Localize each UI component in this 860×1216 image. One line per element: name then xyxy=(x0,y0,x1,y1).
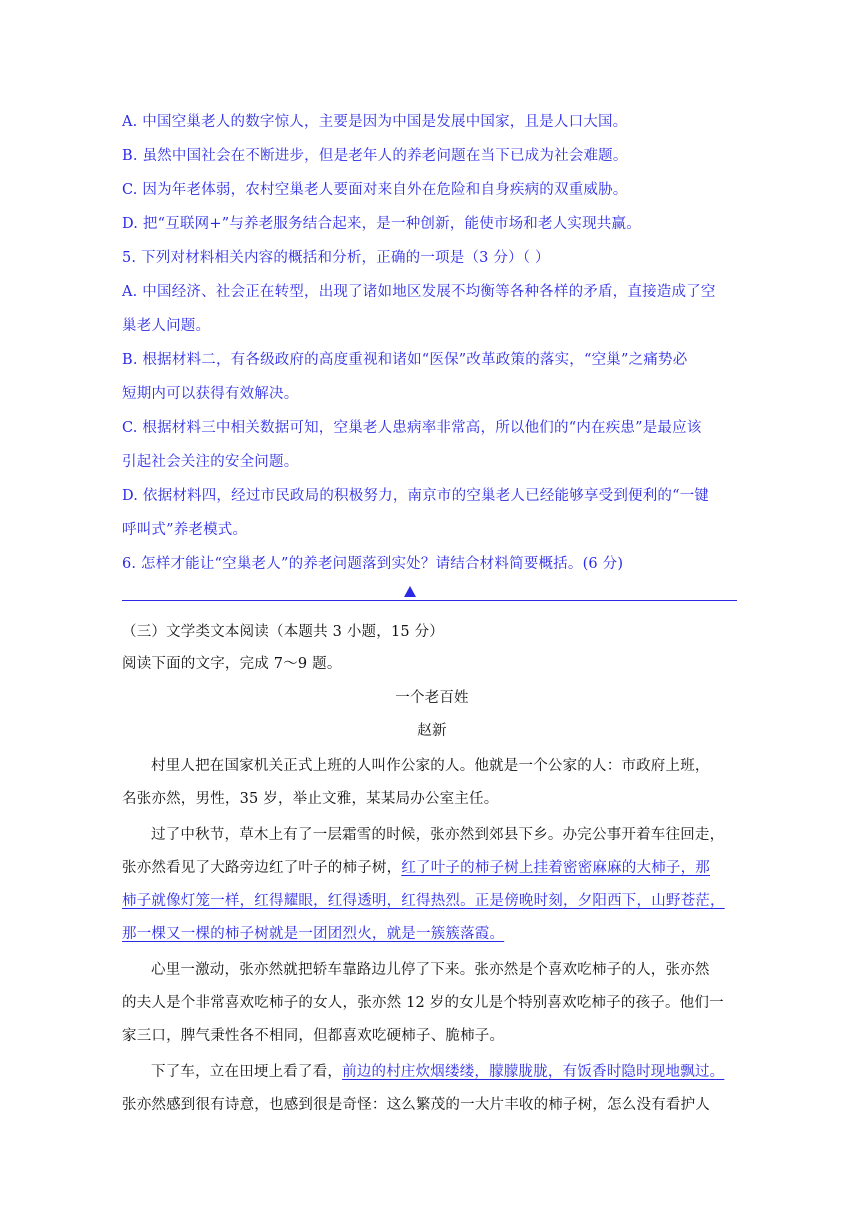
option-5d-line2: 呼叫式”养老模式。 xyxy=(122,522,248,538)
story-author: 赵新 xyxy=(417,723,447,739)
story-p4-line2: 张亦然感到很有诗意，也感到很是奇怪：这么繁茂的一大片丰收的柿子树，怎么没有看护人 xyxy=(122,1097,710,1113)
section-3-heading: （三）文学类文本阅读（本题共 3 小题，15 分） xyxy=(122,624,445,640)
underlined-passage-1a: 红了叶子的柿子树上挂着密密麻麻的大柿子，那 xyxy=(401,860,711,876)
story-p1-line2: 名张亦然，男性，35 岁，举止文雅，某某局办公室主任。 xyxy=(122,791,499,807)
underlined-passage-1b: 柿子就像灯笼一样，红得耀眼，红得透明，红得热烈。正是傍晚时刻，夕阳西下，山野苍茫， xyxy=(122,893,725,909)
story-p2-line2-plain: 张亦然看见了大路旁边红了叶子的柿子树， xyxy=(122,860,402,876)
question-6-stem: 6. 怎样才能让“空巢老人”的养老问题落到实处？请结合材料简要概括。(6 分) xyxy=(122,556,624,572)
story-p1-line1: 村里人把在国家机关正式上班的人叫作公家的人。他就是一个公家的人：市政府上班， xyxy=(151,758,710,774)
story-p3-line3: 家三口，脾气秉性各不相同，但都喜欢吃硬柿子、脆柿子。 xyxy=(122,1028,505,1044)
option-5c-line2: 引起社会关注的安全问题。 xyxy=(122,454,299,470)
triangle-marker-icon xyxy=(404,586,416,597)
story-p2-line2 xyxy=(122,858,742,878)
question-5-stem: 5. 下列对材料相关内容的概括和分析，正确的一项是（3 分）（ ） xyxy=(122,250,550,266)
story-p4-line1 xyxy=(122,1062,742,1082)
story-title: 一个老百姓 xyxy=(395,690,469,706)
option-4a: A. 中国空巢老人的数字惊人，主要是因为中国是发展中国家，且是人口大国。 xyxy=(122,114,628,130)
underlined-passage-2: 前边的村庄炊烟缕缕，朦朦胧胧，有饭香时隐时现地飘过。 xyxy=(342,1064,725,1080)
option-5d-line1: D. 依据材料四，经过市民政局的积极努力，南京市的空巢老人已经能够享受到便利的“一键 xyxy=(122,488,710,504)
story-p4-line1-plain: 下了车，立在田埂上看了看， xyxy=(151,1064,343,1080)
story-p3-line1: 心里一激动，张亦然就把轿车靠路边儿停了下来。张亦然是个喜欢吃柿子的人，张亦然 xyxy=(151,962,710,978)
option-5a-line2: 巢老人问题。 xyxy=(122,318,211,334)
option-5c-line1: C. 根据材料三中相关数据可知，空巢老人患病率非常高，所以他们的“内在疾患”是最应该 xyxy=(122,420,702,436)
option-5a-line1: A. 中国经济、社会正在转型，出现了诸如地区发展不均衡等各种各样的矛盾，直接造成了空 xyxy=(122,284,716,300)
option-5b-line2: 短期内可以获得有效解决。 xyxy=(122,386,299,402)
option-5b-line1: B. 根据材料二，有各级政府的高度重视和诸如“医保”改革政策的落实，“空巢”之痛势必 xyxy=(122,352,688,368)
option-4d: D. 把“互联网+”与养老服务结合起来，是一种创新，能使市场和老人实现共赢。 xyxy=(122,216,641,232)
story-p3-line2: 的夫人是个非常喜欢吃柿子的女人，张亦然 12 岁的女儿是个特别喜欢吃柿子的孩子。他们一 xyxy=(122,995,724,1011)
section-3-instruction: 阅读下面的文字，完成 7～9 题。 xyxy=(122,656,342,672)
story-p2-line1: 过了中秋节，草木上有了一层霜雪的时候，张亦然到郊县下乡。办完公事开着车往回走， xyxy=(151,827,725,843)
option-4c: C. 因为年老体弱，农村空巢老人要面对来自外在危险和自身疾病的双重威胁。 xyxy=(122,182,628,198)
underlined-passage-1c: 那一棵又一棵的柿子树就是一团团烈火，就是一簇簇落霞。 xyxy=(122,926,505,942)
section-divider xyxy=(122,600,737,601)
option-4b: B. 虽然中国社会在不断进步，但是老年人的养老问题在当下已成为社会难题。 xyxy=(122,148,628,164)
